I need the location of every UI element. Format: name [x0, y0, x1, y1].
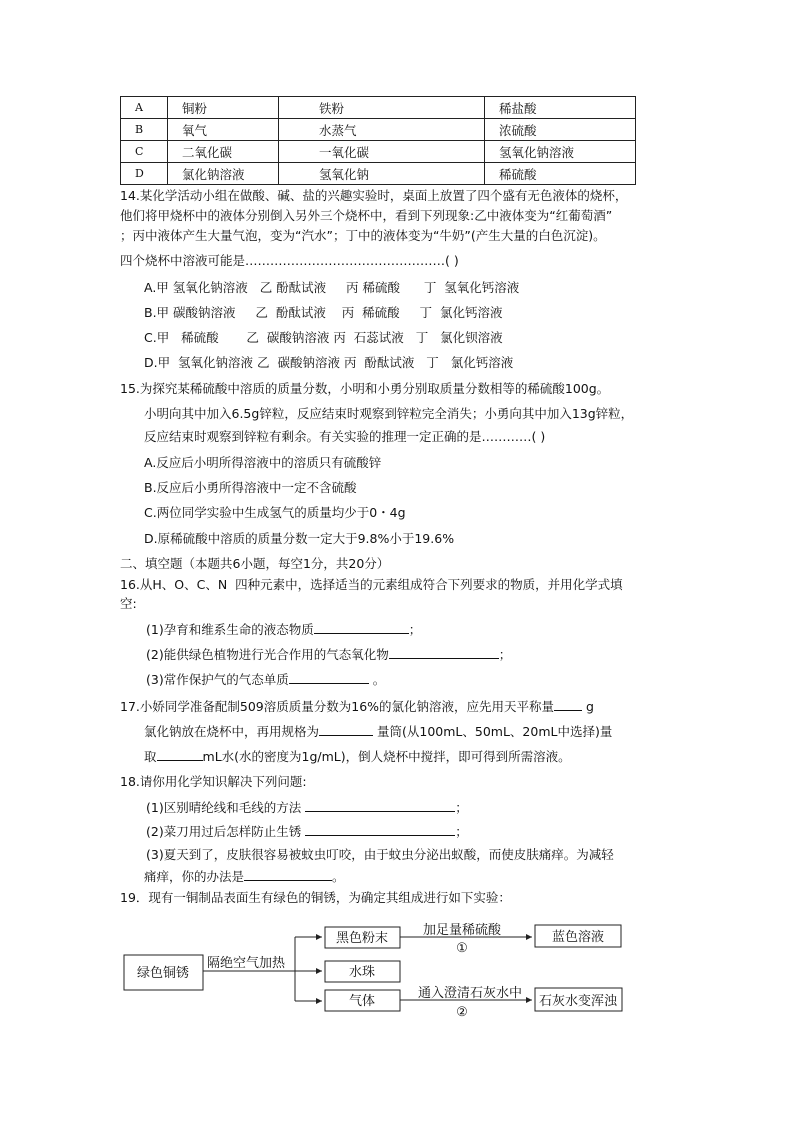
- p2-label: 水珠: [348, 965, 376, 980]
- punct: 。: [368, 672, 386, 687]
- table-cell: 氢氧化钠溶液: [485, 141, 636, 163]
- heat-label: 隔绝空气加热: [207, 956, 286, 971]
- q14-line: 四个烧杯中溶液可能是…………………………………………( ): [120, 253, 459, 268]
- table-cell: 铜粉: [168, 97, 279, 119]
- option-letter: C: [121, 141, 168, 163]
- q14-option-b: B.甲 碳酸钠溶液 乙 酚酞试液 丙 稀硫酸 丁 氯化钙溶液: [144, 305, 503, 320]
- q15-line: 15.为探究某稀硫酸中溶质的质量分数，小明和小勇分别取质量分数相等的稀硫酸100g。: [120, 381, 610, 396]
- punct: ；: [455, 824, 468, 839]
- q14-option-a: A.甲 氢氧化钠溶液 乙 酚酞试液 丙 稀硫酸 丁 氢氧化钙溶液: [144, 280, 520, 295]
- text: 氯化钠放在烧杯中，再用规格为: [144, 724, 320, 739]
- p1-label: 黑色粉末: [335, 931, 389, 946]
- punct: ；: [455, 800, 468, 815]
- step2-label: 通入澄清石灰水中: [417, 986, 523, 1001]
- table-cell: 稀盐酸: [485, 97, 636, 119]
- punct: ；: [408, 622, 422, 637]
- punct: 。: [332, 869, 345, 884]
- table-cell: 稀硫酸: [485, 163, 636, 185]
- option-letter: B: [121, 119, 168, 141]
- text: 痛痒，你的办法是: [144, 869, 245, 884]
- q18-item-3: (3)夏天到了，皮肤很容易被蚊虫叮咬，由于蚊虫分泌出蚁酸，而使皮肤痛痒。为减轻: [146, 847, 614, 862]
- q15-option-d: D.原稀硫酸中溶质的质量分数一定大于9.8%小于19.6%: [144, 531, 455, 546]
- q15-option-c: C.两位同学实验中生成氢气的质量均少于0・4g: [144, 505, 406, 520]
- text: 17.小娇同学准备配制509溶质质量分数为16%的氯化钠溶液，应先用天平称量: [120, 699, 555, 714]
- step2-number: ②: [456, 1005, 468, 1020]
- punct: ；: [498, 647, 512, 662]
- text: g: [582, 699, 594, 714]
- p3-label: 气体: [348, 994, 376, 1009]
- q14-option-d: D.甲 氢氧化钠溶液 乙 碳酸钠溶液 丙 酚酞试液 丁 氯化钙溶液: [144, 355, 514, 370]
- q16-line: 空:: [120, 596, 137, 611]
- q15-line: 小明向其中加入6.5g锌粒，反应结束时观察到锌粒完全消失；小勇向其中加入13g锌粒，: [144, 406, 634, 421]
- table-cell: 浓硫酸: [485, 119, 636, 141]
- text: (2)菜刀用过后怎样防止生锈: [146, 824, 306, 839]
- table-cell: 二氧化碳: [168, 141, 279, 163]
- step1-number: ①: [456, 941, 468, 956]
- q18-title: 18.请你用化学知识解决下列问题:: [120, 774, 307, 789]
- table-cell: 铁粉: [279, 97, 485, 119]
- item-text: (3)常作保护气的气态单质: [146, 672, 289, 687]
- text: (1)区别晴纶线和毛线的方法: [146, 800, 306, 815]
- step1-label: 加足量稀硫酸: [422, 923, 502, 938]
- text: mL水(水的密度为1g/mL)，倒人烧杯中搅拌，即可得到所需溶液。: [202, 749, 571, 764]
- table-cell: 水蒸气: [279, 119, 485, 141]
- table-cell: 一氧化碳: [279, 141, 485, 163]
- r1-label: 蓝色溶液: [551, 930, 605, 945]
- r2-label: 石灰水变浑浊: [538, 994, 618, 1009]
- text: 量筒(从100mL、50mL、20mL中选择)量: [373, 724, 613, 739]
- q14-line: 他们将甲烧杯中的液体分别倒入另外三个烧杯中，看到下列现象:乙中液体变为“红葡萄酒”: [120, 208, 613, 223]
- section-heading: 二、填空题（本题共6小题，每空1分，共20分）: [120, 556, 390, 571]
- q15-option-a: A.反应后小明所得溶液中的溶质只有硫酸锌: [144, 455, 382, 470]
- item-text: (2)能供绿色植物进行光合作用的气态氧化物: [146, 647, 389, 662]
- text: 取: [144, 749, 157, 764]
- table-cell: 氢氧化钠: [279, 163, 485, 185]
- start-label: 绿色铜锈: [136, 966, 190, 981]
- item-text: (1)孕育和维系生命的液态物质: [146, 622, 314, 637]
- q16-line: 16.从H、O、C、N 四种元素中，选择适当的元素组成符合下列要求的物质，并用化学式填: [120, 577, 623, 592]
- q14-line: 14.某化学活动小组在做酸、碱、盐的兴趣实验时，桌面上放置了四个盛有无色液体的烧杯，: [120, 188, 628, 203]
- table-cell: 氯化钠溶液: [168, 163, 279, 185]
- table-cell: 氧气: [168, 119, 279, 141]
- q19-title: 19．现有一铜制品表面生有绿色的铜锈，为确定其组成进行如下实验：: [120, 890, 511, 905]
- q15-option-b: B.反应后小勇所得溶液中一定不含硫酸: [144, 480, 357, 495]
- option-letter: D: [121, 163, 168, 185]
- q15-line: 反应结束时观察到锌粒有剩余。有关实验的推理一定正确的是…………( ): [144, 429, 546, 444]
- q14-option-c: C.甲 稀硫酸 乙 碳酸钠溶液 丙 石蕊试液 丁 氯化钡溶液: [144, 330, 503, 345]
- option-letter: A: [121, 97, 168, 119]
- q14-line: ；丙中液体产生大量气泡，变为“汽水”；丁中的液体变为“牛奶”(产生大量的白色沉淀)。: [120, 228, 606, 243]
